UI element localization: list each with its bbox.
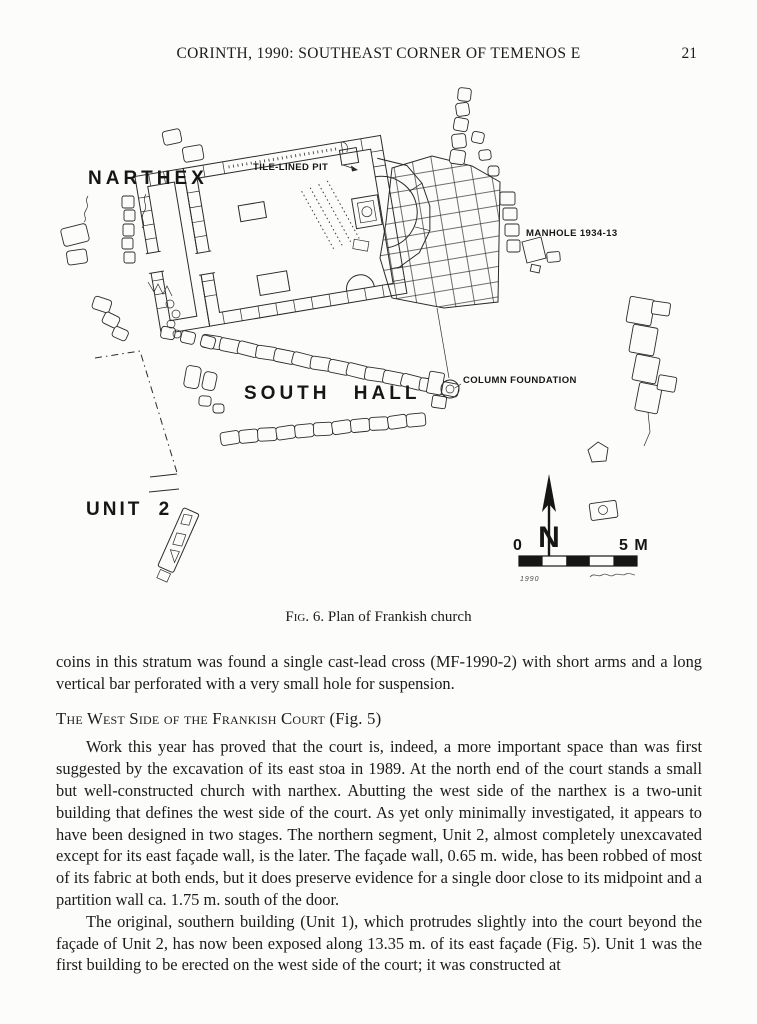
manhole-stones <box>522 237 560 273</box>
wall-stone <box>313 422 333 436</box>
scale-five: 5 M <box>619 537 649 554</box>
plan-date: 1990 <box>520 576 540 583</box>
plan-label-south-hall: SOUTH HALL <box>244 383 421 404</box>
isolated-stone-pentagon <box>588 442 608 462</box>
plan-label-manhole: MANHOLE 1934-13 <box>526 228 618 239</box>
plan-label-column-foundation: COLUMN FOUNDATION <box>463 375 577 386</box>
door-gaps <box>146 243 215 283</box>
trench-dash-line <box>95 351 178 476</box>
trench-line-east <box>437 308 449 378</box>
scale-zero: 0 <box>513 537 523 554</box>
wall-stone <box>239 429 259 444</box>
east-wall-fragment <box>626 296 677 446</box>
south-wall-apse <box>344 273 374 291</box>
floor-dotted-lines <box>301 177 361 252</box>
wall-stone <box>160 326 176 340</box>
wall-stone <box>294 423 314 438</box>
plan-label-narthex: NARTHEX <box>88 168 208 189</box>
wall-stone <box>180 330 196 345</box>
wall-stone <box>220 430 241 446</box>
unit2-area <box>95 351 199 583</box>
wall-stone <box>257 427 277 441</box>
paragraph-2: Work this year has proved that the court is, indeed, a more important space than was first suggested by the excavation of its east stoa in 1989. At the north end of the court stands a small but well-constructed church with narthex. Abutting the west side of the narthex is a two-unit building that defines the west side of the court. As yet only minimally investigated, it appears to have been designed in two stages. The northern segment, Unit 2, almost completely unexcavated except for its east façade wall, is the later. The façade wall, 0.65 m. wide, has been robbed of most of its fabric at both ends, but it does preserve evidence for a single door close to its midpoint and a partition wall ca. 1.75 m. south of the door. <box>56 737 702 909</box>
wall-stone <box>369 417 389 431</box>
plan-label-tile-pit <box>253 162 358 173</box>
section-heading: The West Side of the Frankish Court (Fig. 5) <box>56 708 382 728</box>
wall-stone <box>275 425 296 441</box>
north-stone-chain <box>449 87 499 176</box>
wall-stone <box>350 418 370 433</box>
svg-text:TILE-LINED PIT: TILE-LINED PIT <box>253 162 329 173</box>
draughtsman-signature <box>590 573 635 577</box>
interior-pillar-1 <box>238 202 266 222</box>
plan-label-unit2: UNIT 2 <box>86 499 173 520</box>
running-head: CORINTH, 1990: SOUTHEAST CORNER OF TEMENOS E <box>176 45 581 62</box>
article-body <box>56 651 702 976</box>
masonry-edge-stones <box>500 192 520 252</box>
north-arrow <box>538 474 560 556</box>
wall-stone <box>331 419 352 435</box>
caption-label: Fig. 6. <box>285 609 325 625</box>
scale-bar <box>513 537 649 583</box>
isolated-stone-with-circle <box>589 500 618 521</box>
wall-stone <box>406 413 426 428</box>
interior-pillar-2 <box>257 271 290 296</box>
caption-text: Plan of Frankish church <box>327 609 472 625</box>
figure-caption <box>56 609 701 626</box>
page-number: 21 <box>681 45 697 62</box>
wall-stone <box>387 414 408 430</box>
paragraph-1: coins in this stratum was found a single cast-lead cross (MF-1990-2) with short arms and a long vertical bar perforated with a very small hole for suspension. <box>56 652 702 693</box>
paragraph-3: The original, southern building (Unit 1), which protrudes slightly into the court beyond the façade of Unit 2, has now been exposed along 13.35 m. of its east façade (Fig. 5). Unit 1 was the first building to be erected on the west side of the court; it was constructed at <box>56 911 702 975</box>
east-masonry <box>380 156 500 308</box>
north-label: N <box>538 521 560 554</box>
